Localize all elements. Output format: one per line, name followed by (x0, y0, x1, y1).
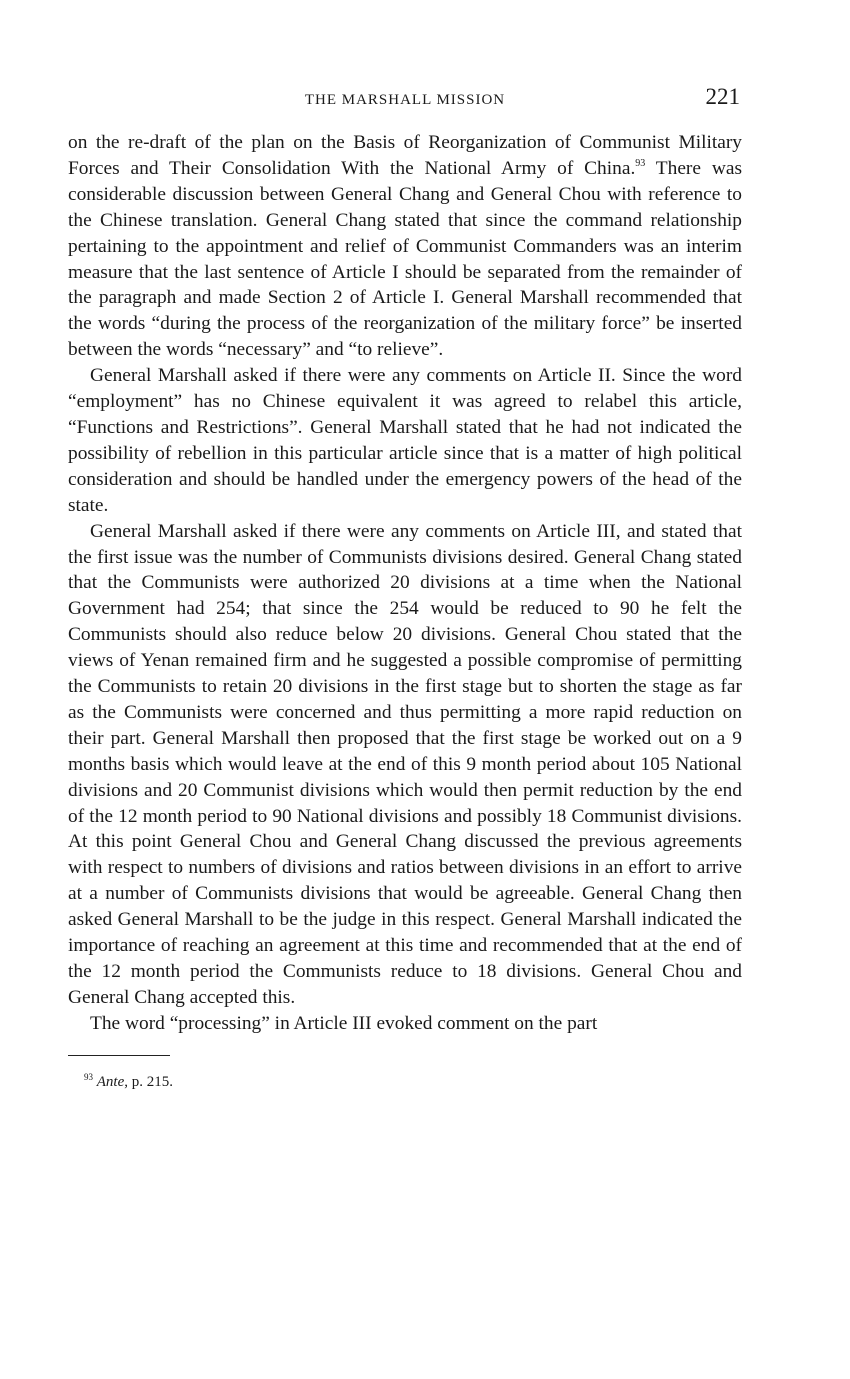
footnote-page-ref: , p. 215. (124, 1073, 173, 1090)
footnote-number: 93 (84, 1071, 93, 1082)
footnote-source: Ante (96, 1073, 125, 1090)
paragraph-4: The word “processing” in Article III evoked comment on the part (90, 1012, 598, 1034)
paragraph-1-text-b: There was considerable discussion between General Chang and General Chou with reference to the Chinese translation. General Chang stated that since the command relationship pertaining to the appointment and relief of Communist Commanders was an interim measure that the last sentence of Article I should be separated from the remainder of the paragraph and made Section 2 of Article I. General Marshall recommended that the words “during the process of the reorganization of the military force” be inserted between the words “necessary” and “to relieve”. (68, 157, 742, 361)
document-page (68, 84, 742, 1091)
footnote-divider (68, 1055, 170, 1056)
body-text (68, 130, 742, 1037)
footnote-reference-93[interactable]: 93 (635, 157, 646, 169)
running-title: THE MARSHALL MISSION (304, 92, 506, 108)
paragraph-1 (68, 130, 742, 363)
footnote-93 (68, 1071, 742, 1091)
page-number: 221 (705, 84, 740, 109)
paragraph-3: General Marshall asked if there were any comments on Article III, and stated that the first issue was the number of Communists divisions desired. General Chang stated that the Communists were authorized 20 divisions at a time when the National Government had 254; that since the 254 would be reduced to 90 he felt the Communists should also reduce below 20 divisions. General Chou stated that the views of Yenan remained firm and he suggested a possible compromise of permitting the Communists to retain 20 divisions in the first stage but to shorten the stage as far as the Communists were concerned and thus permitting a more rapid reduction on their part. General Marshall then proposed that the first stage be worked out on a 9 months basis which would leave at the end of this 9 month period about 105 National divisions and 20 Communist divisions which would then permit reduction by the end of the 12 month period to 90 National divisions and possibly 18 Communist divisions. At this point General Chou and General Chang discussed the previous agreements with respect to numbers of divisions and ratios between divisions in an effort to arrive at a number of Communists divisions that would be agreeable. General Chang then asked General Marshall to be the judge in this respect. General Marshall indicated the importance of reaching an agreement at this time and recommended that at the end of the 12 month period the Communists reduce to 18 divisions. General Chou and General Chang accepted this. (68, 520, 742, 1008)
paragraph-2: General Marshall asked if there were any comments on Article II. Since the word “employment” has no Chinese equivalent it was agreed to relabel this article, “Functions and Restrictions”. General Marshall stated that he had not indicated the possibility of rebellion in this particular article since that is a matter of high political consideration and should be handled under the emergency powers of the head of the state. (68, 365, 742, 516)
paragraph-1-text-a: on the re-draft of the plan on the Basis of Reorganization of Communist Military Forces and Their Consolidation With the National Army of China. (68, 132, 742, 179)
running-head (68, 84, 742, 118)
